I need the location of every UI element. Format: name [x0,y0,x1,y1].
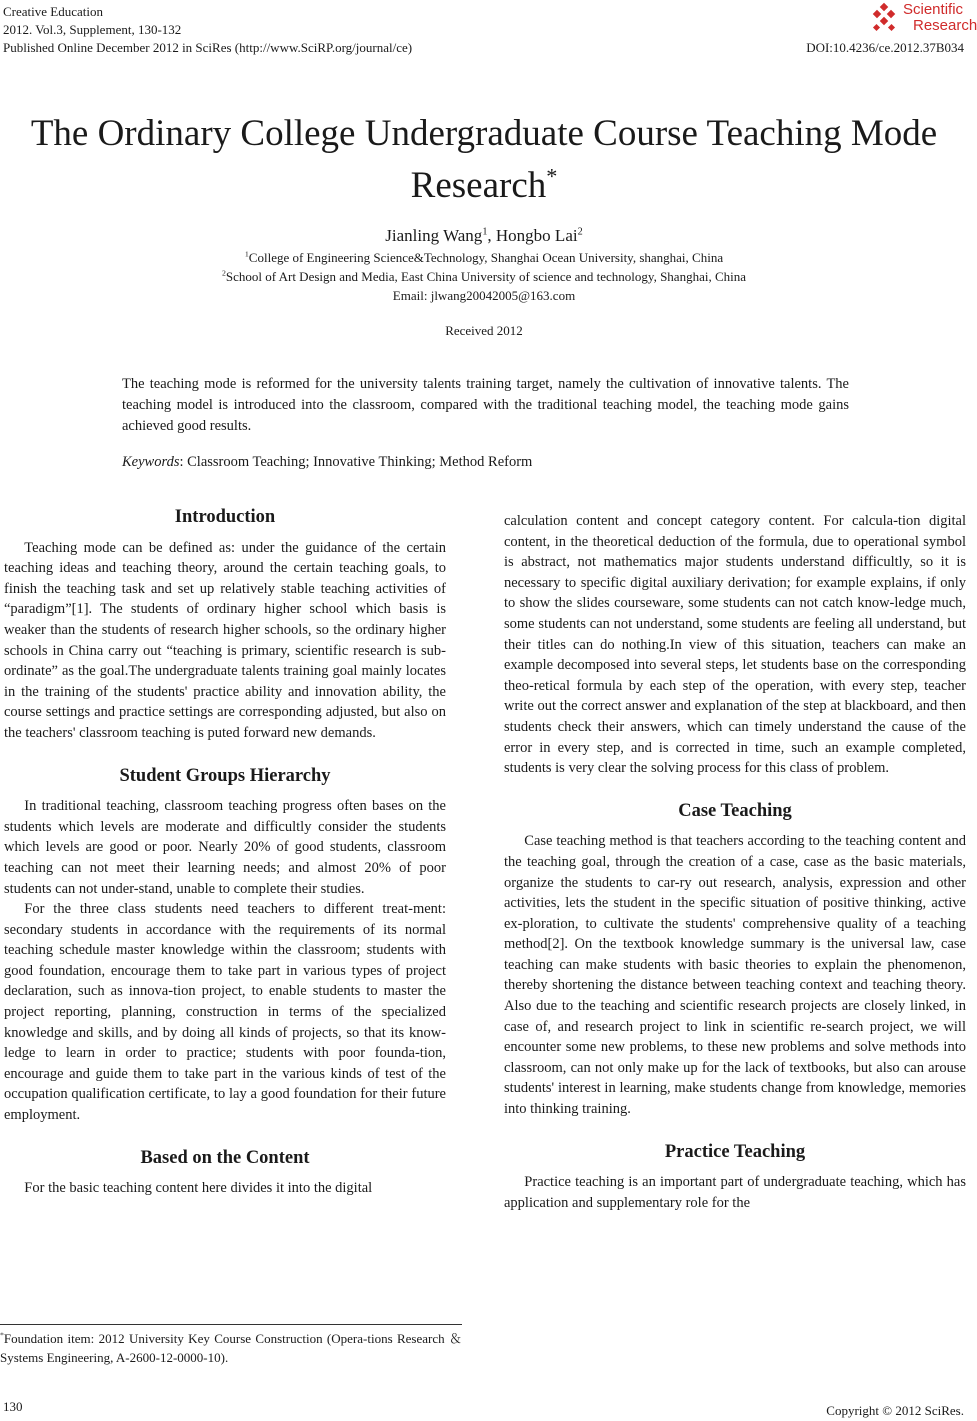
section-heading-introduction: Introduction [174,507,276,527]
doi: DOI:10.4236/ce.2012.37B034 [806,40,964,55]
paragraph: In traditional teaching, classroom teaching progress often bases on the students which levels are moderate and difficultly consider the students which levels are good or poor. Nearly 20% of good students, classroom teaching can not meet their learning needs; and almost 20% of poor students can not under-stand, unable to complete their studies. [4,798,446,897]
journal-volume: 2012. Vol.3, Supplement, 130-132 [3,22,182,37]
section-heading-practice-teaching: Practice Teaching [664,1141,806,1162]
paragraph: For the basic teaching content here divides it into the digital [24,1180,373,1197]
section-heading-case-teaching: Case Teaching [678,800,792,821]
author-email: Email: jlwang20042005@163.com [392,288,576,303]
copyright: Copyright © 2012 SciRes. [826,1403,964,1418]
section-heading-student-groups: Student Groups Hierarchy [119,765,331,786]
right-column [504,511,966,1213]
author-2: Hongbo Lai [495,226,578,245]
author-1: Jianling Wang [385,226,483,245]
affiliation-2: $^2$School of Art Design and Media, East China University of science and technology, Shanghai, China [221,268,747,284]
footnote: *Foundation item: 2012 University Key Course Construction (Opera-tions Research ＆ Systems Engineering, A-2600-12-0000-10). [0,1324,462,1367]
abstract: The teaching mode is reformed for the university talents training target, namely the cultivation of innovative talents. The teaching model is introduced into the classroom, compared with the traditional teaching model, the teaching mode gains achieved good results. [122,376,849,434]
publisher-logo-text: Scientific Research [903,1,977,34]
keywords: Keywords: Classroom Teaching; Innovative Thinking; Method Reform [122,454,533,470]
affiliation-1: $^1$College of Engineering Science&Technology, Shanghai Ocean University, shanghai, China [244,249,724,265]
paragraph: calculation content and concept category content. For calcula-tion digital content, in the theoretical deduction of the formula, due to operational symbol is abstract, not mathematics major students understand difficultly, so it is necessary to specific digital auxiliary derivation; for example explains, if only to show the slides courseware, some students can not catch know-ledge much, some students can not understand, some students are feeling all understand, but their titles can do nothing.In view of this situation, teachers can make an example decomposed into several steps, let students base on the corresponding theo-retical formula by each step of the operation, with every step, teacher write out the correct answer and explanation of the step at blackboard, and then students check their answers, which can timely understand the cause of the error in every step, and is corrected in time, such an example completed, students is very clear the solving process for this class of problem. [504,513,966,777]
paragraph: Teaching mode can be defined as: under the guidance of the certain teaching ideas and teaching theory, around the certain teaching goals, to finish the teaching task and set up relatively stable teaching activities of “paradigm”[1]. The students of ordinary higher school which basis is weaker than the students of research higher schools, so the ordinary higher schools in China carry out “teaching is primary, scientific research is sub-ordinate” as the goal.The undergraduate talents training goal mainly locates in the training of the students' practice ability and innovation ability, the course settings and practice settings are corresponding adjusted, but also on the teachers' classroom teaching is puted forward new demands. [4,539,446,741]
received-date: Received 2012 [445,323,523,338]
paragraph: Practice teaching is an important part of undergraduate teaching, which has application and supplementary role for the [504,1174,966,1211]
paragraph: Case teaching method is that teachers according to the teaching content and the teaching goal, through the creation of a case, case as the basic materials, organize the students to car-ry out research, analysis, expression and other activities, lets the student in the specific situation of positive thinking, active ex-ploration, to cultivate the students' comprehensive quality of a teaching method[2]. On the textbook knowledge summary is the universal law, case teaching can make students with basic theories to explain the phenomenon, thereby shortening the distance between teaching context and teaching theory. Also due to the teaching and scientific research projects are closely linked, in case of, and research project to link in scientific re-search project, we will encounter some new problems, to these new problems and solve methods into classroom, can not only make up for the lack of textbooks, but also can arouse students' interest in learning, make students change from knowledge, memories into thinking training. [504,833,966,1118]
author-list: Jianling Wang$^1$, Hongbo Lai$^2$ [385,226,583,245]
section-heading-content: Based on the Content [140,1147,310,1168]
paragraph: For the three class students need teachers to different treat-ment: secondary students in accordance with the requirements of its normal teaching schedule master knowledge within the classroom; students with good foundation, encourage them to take part in various types of project declaration, such as innova-tion project, to enable students to master the project reporting, planning, construction in terms of the specialized knowledge and skills, and by doing all kinds of projects, so that its know-ledge to learn in order to practice; students with poor founda-tion, encourage and guide them to take part in the various kinds of test of the occupation qualification certificate, to lay a good foundation for their future employment. [4,901,446,1124]
left-column [4,507,446,1199]
scientific-research-logo-icon [868,3,900,35]
publication-info: Published Online December 2012 in SciRes (http://www.SciRP.org/journal/ce) [3,40,413,55]
page-number: 130 [3,1399,23,1414]
paper-title: The Ordinary College Undergraduate Course Teaching Mode Research* [30,113,938,206]
journal-name: Creative Education [3,4,103,19]
